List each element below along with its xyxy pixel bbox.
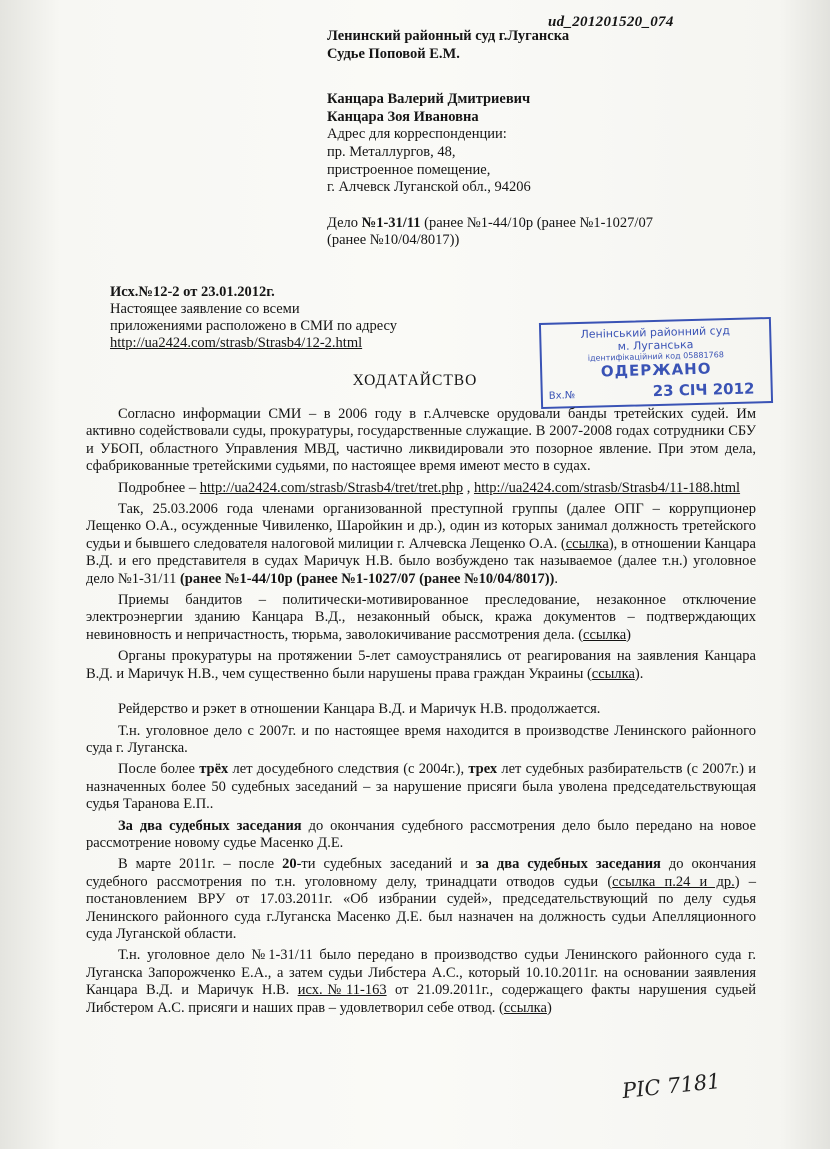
paragraph-11: Т.н. уголовное дело №1-31/11 было передано в производство судьи Ленинского районного суда г. Луганска Запорожченко Е.А., а затем судьи Либстера А.С., который 10.10.2011г. на основании заявления Канцара В.Д. и Маричук Н.В. исх.№11-163 от 21.09.2011г., содержащего факты нарушения судьей Либстером А.С. присяги и наших прав – удовлетворил себе отвод. (ссылка) xyxy=(86,947,756,1016)
court-name: Ленинский районный суд г.Луганска xyxy=(327,28,570,44)
paragraph-8: После более трёх лет досудебного следствия (с 2004г.), трех лет судебных разбирательств (с 2007г.) и назначенных более 50 судебных заседаний – за нарушение присяги была уволена председательствующая судья Таранова Е.П.. xyxy=(86,761,756,813)
paragraph-2: Подробнее – http://ua2424.com/strasb/Strasb4/tret/tret.php , http://ua2424.com/strasb/Strasb4/11-188.html xyxy=(118,479,741,496)
address-line-2: пристроенное помещение, xyxy=(327,161,491,178)
address-label: Адрес для корреспонденции: xyxy=(327,126,507,143)
outgoing-doc-link[interactable]: исх.№11-163 xyxy=(297,982,387,999)
paragraph-6: Рейдерство и рэкет в отношении Канцара В.Д. и Маричук Н.В. продолжается. xyxy=(118,701,601,718)
paragraph-3: Так, 25.03.2006 года членами организованной преступной группы (далее ОПГ – коррупционер Лещенко О.А., осужденные Чивиленко, Шаройкин и др.), один из которых занимал должность третейского судьи и бывшего следователя налоговой милиции г. Алчевска Лещенко О.А. (ссылка), в отношении Канцара В.Д. и его представителя в судах Маричук Н.В. было возбуждено так называемое (далее т.н.) уголовное дело №1-31/11 (ранее №1-44/10р (ранее №1-1027/07 (ранее №10/04/8017)). xyxy=(86,501,756,587)
source-link[interactable]: ссылка п.24 и др. xyxy=(612,873,735,890)
handwritten-page-number: РІС 7181 xyxy=(621,1068,722,1104)
paragraph-1: Согласно информации СМИ – в 2006 году в г.Алчевске орудовали банды третейских судей. Им активно содействовали суды, прокуратуры, государственные служащие. В 2007-2008 годах сотрудники СБУ и УБОП, областного Управления МВД, частично ликвидировали это позорное явление. При этом дела, сфабрикованные третейскими судьями, по настоящее время имеют место в судах. xyxy=(86,406,756,475)
reference-line-1: Настоящее заявление со всеми xyxy=(110,301,300,317)
address-line-1: пр. Металлургов, 48, xyxy=(327,143,456,160)
source-link[interactable]: ссылка xyxy=(503,999,547,1016)
paragraph-9: За два судебных заседания до окончания судебного рассмотрения дело было передано на новое рассмотрение новому судье Масенко Д.Е. xyxy=(86,817,756,851)
outgoing-number: Исх.№12-2 от 23.01.2012г. xyxy=(110,284,275,300)
reference-url-link[interactable]: http://ua2424.com/strasb/Strasb4/12-2.html xyxy=(110,335,363,351)
judge-name: Судье Поповой Е.М. xyxy=(327,45,460,62)
addressee-block xyxy=(327,28,767,250)
address-line-3: г. Алчевск Луганской обл., 94206 xyxy=(327,179,531,196)
reference-line-2: приложениями расположено в СМИ по адресу xyxy=(110,318,397,334)
outgoing-reference xyxy=(110,284,450,352)
bleed-through-left xyxy=(0,40,300,60)
paragraph-5: Органы прокуратуры на протяжении 5-лет самоустранялись от реагирования на заявления Канцара В.Д. и Маричук Н.В., чем существенно были нарушены права граждан Украины (ссылка). xyxy=(86,648,756,682)
case-number-line-2: (ранее №10/04/8017)) xyxy=(327,232,460,249)
paragraph-10: В марте 2011г. – после 20-ти судебных заседаний и за два судебных заседания до окончания судебного рассмотрения по т.н. уголовному делу, тринадцати отводов судьи (ссылка п.24 и др.) – постановлением ВРУ от 17.03.2011г. «Об избрании судей», председательствующий по делу судья Ленинского районного суда г.Луганска Масенко Д.Е. был назначен на должность судьи Апелляционного суда Луганской области. xyxy=(86,856,756,942)
details-link-1[interactable]: http://ua2424.com/strasb/Strasb4/tret/tret.php xyxy=(199,479,464,496)
document-id: ud_201201520_074 xyxy=(548,14,674,30)
source-link[interactable]: ссылка xyxy=(565,535,609,552)
case-number: Дело №1-31/11 (ранее №1-44/10р (ранее №1-1027/07 xyxy=(327,214,653,231)
paragraph-7: Т.н. уголовное дело с 2007г. и по настоящее время находится в производстве Ленинского районного суда г. Луганска. xyxy=(86,722,756,756)
paragraph-4: Приемы бандитов – политически-мотивированное преследование, незаконное отключение электроэнергии зданию Канцара В.Д., незаконный обыск, кража документов – подтверждающих невиновность и непричастность, тюрьма, заволокичивание рассмотрения дела. (ссылка) xyxy=(86,592,756,643)
document-title: ХОДАТАЙСТВО xyxy=(352,372,478,389)
court-received-stamp: Ленінський районний суд м. Луганська ідентифікаційний код 05881768 ОДЕРЖАНО Вх.№ 23 СІЧ 2012 xyxy=(539,317,773,409)
applicant-1: Канцара Валерий Дмитриевич xyxy=(327,91,531,108)
document-body xyxy=(86,406,756,1021)
source-link[interactable]: ссылка xyxy=(583,626,627,643)
applicant-2: Канцара Зоя Ивановна xyxy=(327,108,479,125)
details-link-2[interactable]: http://ua2424.com/strasb/Strasb4/11-188.html xyxy=(473,479,741,496)
source-link[interactable]: ссылка xyxy=(591,665,635,682)
